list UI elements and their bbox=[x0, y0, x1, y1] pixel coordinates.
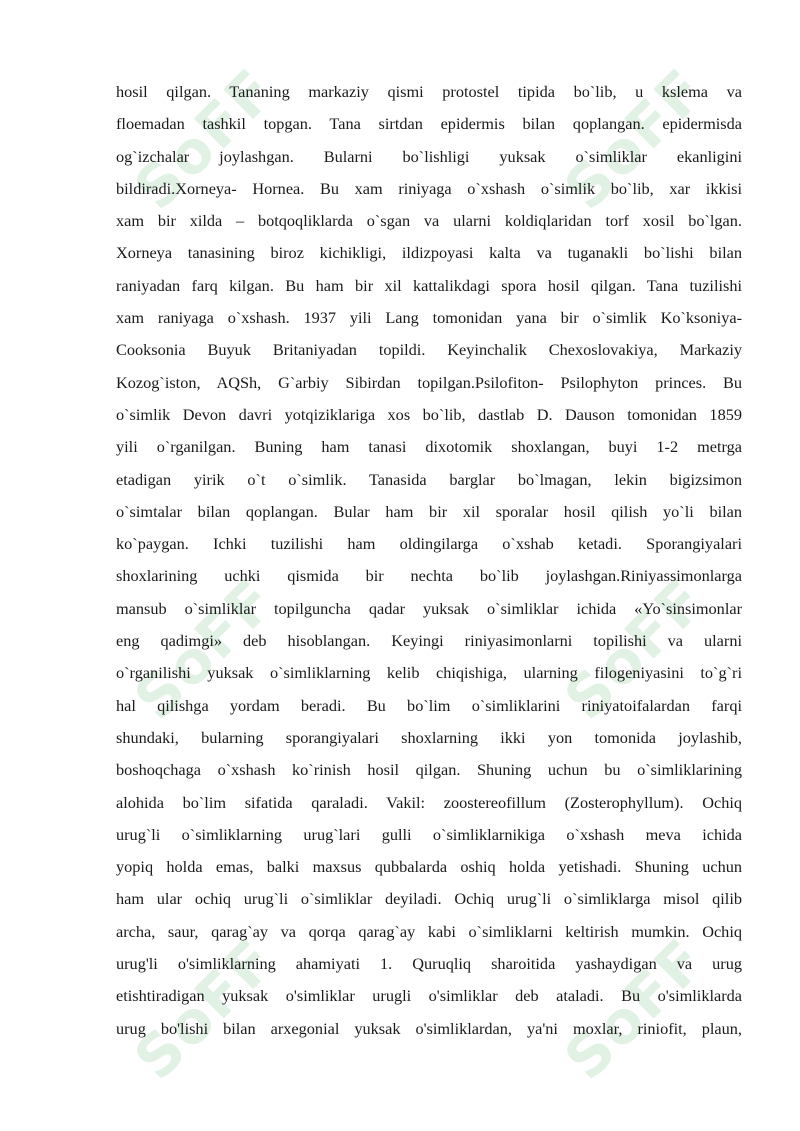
text-line: urug bo'lishi bilan arxegonial yuksak o'simliklardan, ya'ni moxlar, riniofit, plaun, bbox=[116, 1018, 742, 1038]
text-line: yili o`rganilgan. Buning ham tanasi dixotomik shoxlangan, buyi 1-2 metrga bbox=[116, 437, 742, 457]
text-line: raniyadan farq kilgan. Bu ham bir xil kattalikdagi spora hosil qilgan. Tana tuzilishi bbox=[116, 275, 742, 295]
text-line: Kozog`iston, AQSh, G`arbiy Sibirdan topilgan.Psilofiton- Psilophyton princes. Bu bbox=[116, 372, 742, 392]
watermark-text: SoFF bbox=[551, 565, 719, 733]
text-line: mansub o`simliklar topilguncha qadar yuksak o`simliklar ichida «Yo`sinsimonlar bbox=[116, 598, 742, 618]
text-line: urug`li o`simliklarning urug`lari gulli o`simliklarnikiga o`xshash meva ichida bbox=[116, 824, 742, 844]
text-line: archa, saur, qarag`ay va qorqa qarag`ay kabi o`simliklarni keltirish mumkin. Ochiq bbox=[116, 921, 742, 941]
text-line: alohida bo`lim sifatida qaraladi. Vakil: zoostereofillum (Zosterophyllum). Ochiq bbox=[116, 792, 742, 812]
text-line: shundaki, bularning sporangiyalari shoxlarning ikki yon tomonida joylashib, bbox=[116, 727, 742, 747]
text-line: etadigan yirik o`t o`simlik. Tanasida barglar bo`lmagan, lekin bigizsimon bbox=[116, 469, 742, 489]
text-line: shoxlarining uchki qismida bir nechta bo`lib joylashgan.Riniyassimonlarga bbox=[116, 566, 742, 586]
text-line: xam bir xilda – botqoqliklarda o`sgan va ularni koldiqlaridan torf xosil bo`lgan. bbox=[116, 211, 742, 231]
text-line: yopiq holda emas, balki maxsus qubbalarda oshiq holda yetishadi. Shuning uchun bbox=[116, 857, 742, 877]
text-line: etishtiradigan yuksak o'simliklar urugli o'simliklar deb ataladi. Bu o'simliklarda bbox=[116, 986, 742, 1006]
text-line: ko`paygan. Ichki tuzilishi ham oldingilarga o`xshab ketadi. Sporangiyalari bbox=[116, 534, 742, 554]
text-line: eng qadimgi» deb hisoblangan. Keyingi riniyasimonlarni topilishi va ularni bbox=[116, 631, 742, 651]
text-line: bildiradi.Xorneya- Hornea. Bu xam riniyaga o`xshash o`simlik bo`lib, xar ikkisi bbox=[116, 178, 742, 198]
text-line: floemadan tashkil topgan. Tana sirtdan epidermis bilan qoplangan. epidermisda bbox=[116, 114, 742, 134]
watermark-text: SoFF bbox=[121, 565, 289, 733]
text-line: og`izchalar joylashgan. Bularni bo`lishligi yuksak o`simliklar ekanligini bbox=[116, 146, 742, 166]
text-line: o`simtalar bilan qoplangan. Bular ham bir xil sporalar hosil qilish yo`li bilan bbox=[116, 501, 742, 521]
text-line: hal qilishga yordam beradi. Bu bo`lim o`simliklarini riniyatoifalardan farqi bbox=[116, 695, 742, 715]
text-line: boshoqchaga o`xshash ko`rinish hosil qilgan. Shuning uchun bu o`simliklarining bbox=[116, 760, 742, 780]
text-line: urug'li o'simliklarning ahamiyati 1. Quruqliq sharoitida yashaydigan va urug bbox=[116, 954, 742, 974]
watermark-text: SoFF bbox=[121, 55, 289, 223]
document-body bbox=[116, 76, 742, 1045]
text-line: xam raniyaga o`xshash. 1937 yili Lang tomonidan yana bir o`simlik Ko`ksoniya- bbox=[116, 308, 742, 328]
watermark-text: SoFF bbox=[551, 925, 719, 1093]
text-line: ham ular ochiq urug`li o`simliklar deyiladi. Ochiq urug`li o`simliklarga misol qilib bbox=[116, 889, 742, 909]
text-line: o`rganilishi yuksak o`simliklarning kelib chiqishiga, ularning filogeniyasini to`g`ri bbox=[116, 663, 742, 683]
text-line: o`simlik Devon davri yotqiziklariga xos bo`lib, dastlab D. Dauson tomonidan 1859 bbox=[116, 404, 742, 424]
watermark-text: SoFF bbox=[121, 925, 289, 1093]
text-line: Cooksonia Buyuk Britaniyadan topildi. Keyinchalik Chexoslovakiya, Markaziy bbox=[116, 340, 742, 360]
watermark-text: SoFF bbox=[551, 55, 719, 223]
text-line: hosil qilgan. Tananing markaziy qismi protostel tipida bo`lib, u kslema va bbox=[116, 82, 742, 101]
text-line: Xorneya tanasining biroz kichikligi, ildizpoyasi kalta va tuganakli bo`lishi bilan bbox=[116, 243, 742, 263]
